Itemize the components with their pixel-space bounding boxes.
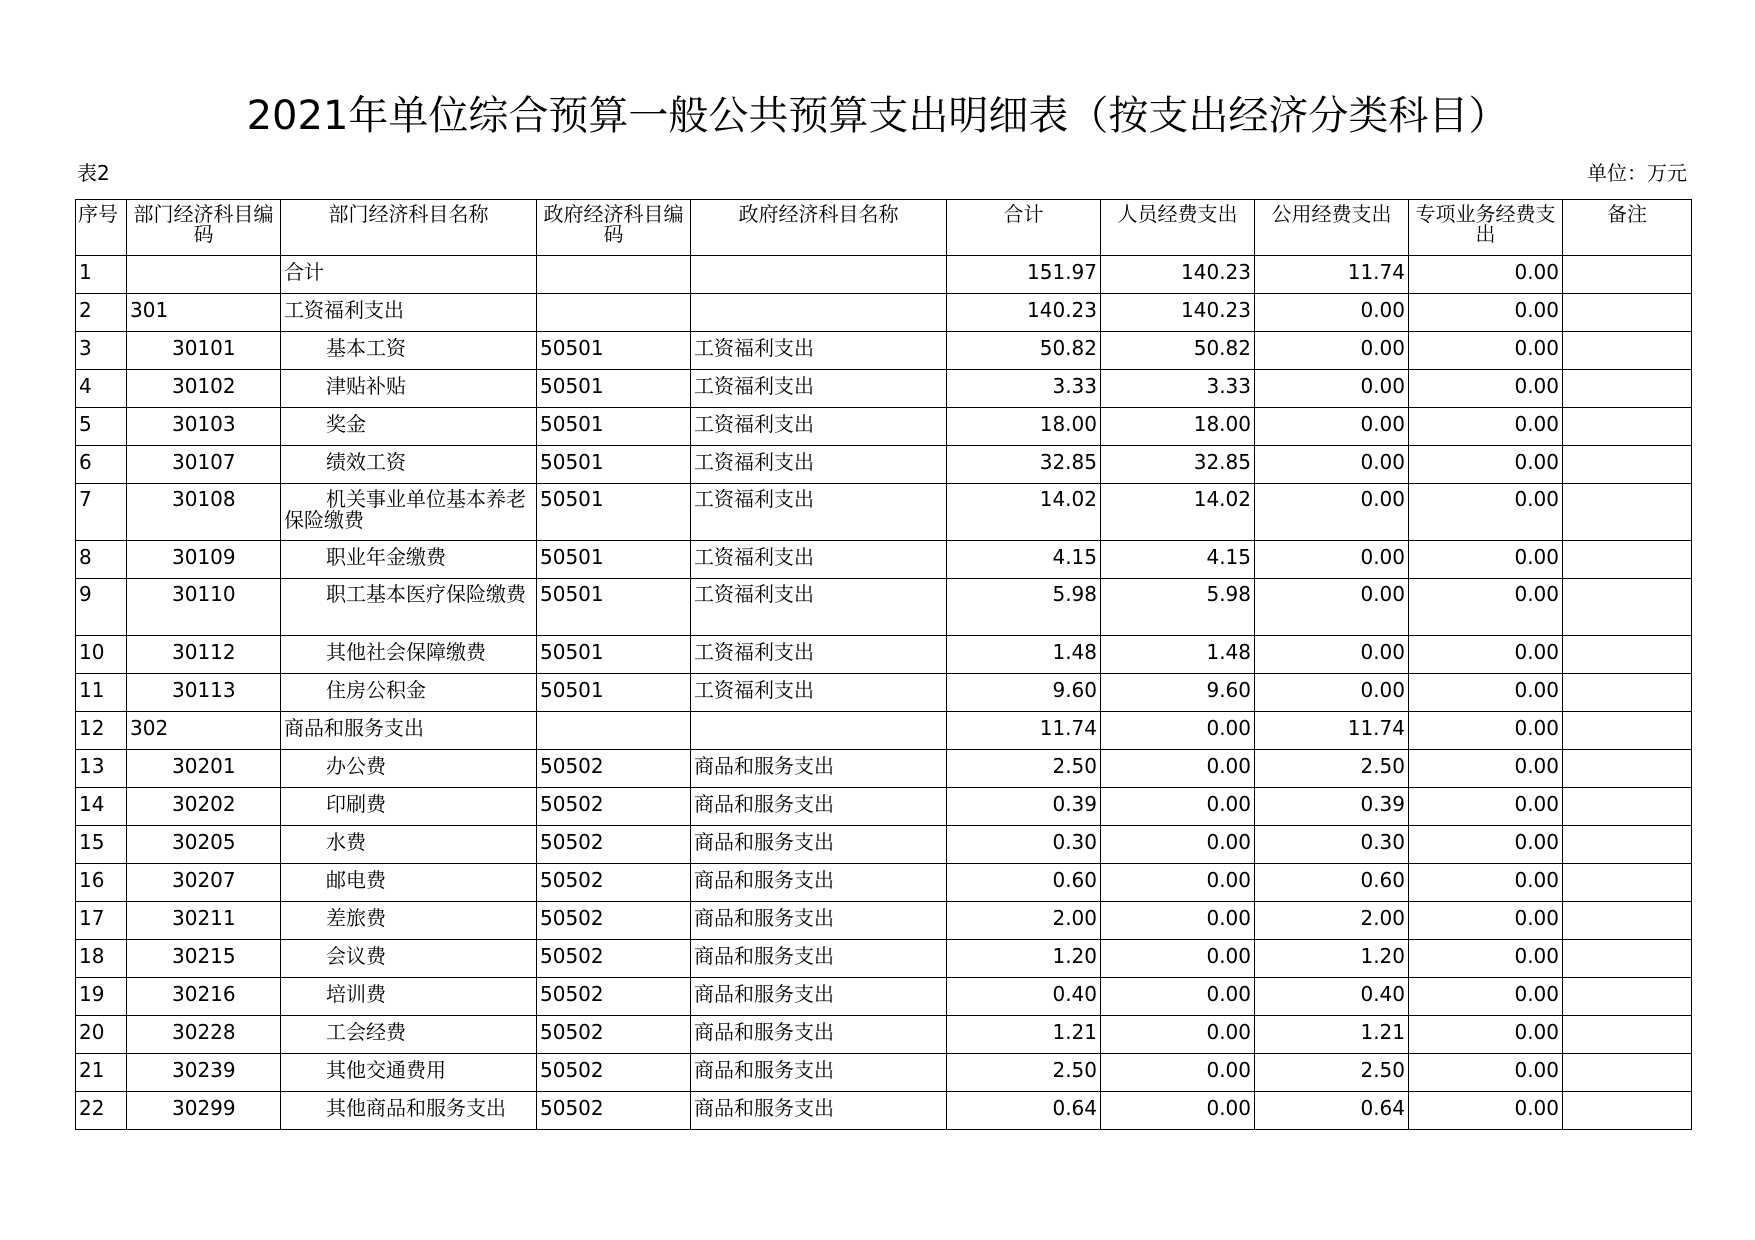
cell-total: 151.97 <box>947 256 1101 294</box>
table-row <box>76 674 1692 712</box>
cell-dept-code <box>127 256 281 294</box>
table-row <box>76 636 1692 674</box>
cell-special: 0.00 <box>1409 788 1563 826</box>
cell-special: 0.00 <box>1409 1092 1563 1130</box>
cell-dept-name: 津贴补贴 <box>281 370 537 408</box>
cell-special: 0.00 <box>1409 446 1563 484</box>
cell-dept-code: 30107 <box>127 446 281 484</box>
cell-remark <box>1563 788 1692 826</box>
cell-gov-name: 工资福利支出 <box>691 674 947 712</box>
cell-gov-code <box>537 256 691 294</box>
cell-gov-code: 50501 <box>537 541 691 579</box>
table-row <box>76 864 1692 902</box>
cell-public: 11.74 <box>1255 712 1409 750</box>
cell-total: 2.50 <box>947 1054 1101 1092</box>
cell-public: 2.50 <box>1255 750 1409 788</box>
cell-remark <box>1563 1092 1692 1130</box>
col-header-gov-code: 政府经济科目编码 <box>537 200 691 256</box>
cell-dept-code: 30228 <box>127 1016 281 1054</box>
cell-dept-code: 30102 <box>127 370 281 408</box>
cell-remark <box>1563 256 1692 294</box>
cell-special: 0.00 <box>1409 826 1563 864</box>
cell-gov-name: 商品和服务支出 <box>691 1016 947 1054</box>
cell-special: 0.00 <box>1409 370 1563 408</box>
table-row <box>76 294 1692 332</box>
cell-dept-code: 30215 <box>127 940 281 978</box>
cell-dept-name: 工资福利支出 <box>281 294 537 332</box>
table-row <box>76 788 1692 826</box>
col-header-personnel: 人员经费支出 <box>1101 200 1255 256</box>
cell-dept-name: 机关事业单位基本养老保险缴费 <box>281 484 537 541</box>
cell-total: 0.30 <box>947 826 1101 864</box>
cell-seq: 6 <box>76 446 127 484</box>
cell-dept-name: 合计 <box>281 256 537 294</box>
table-row <box>76 1092 1692 1130</box>
cell-public: 0.00 <box>1255 294 1409 332</box>
cell-gov-name: 商品和服务支出 <box>691 864 947 902</box>
cell-seq: 8 <box>76 541 127 579</box>
cell-gov-name: 工资福利支出 <box>691 332 947 370</box>
cell-public: 0.00 <box>1255 484 1409 541</box>
cell-total: 1.20 <box>947 940 1101 978</box>
cell-total: 140.23 <box>947 294 1101 332</box>
cell-gov-code: 50502 <box>537 826 691 864</box>
cell-total: 11.74 <box>947 712 1101 750</box>
cell-gov-code: 50502 <box>537 940 691 978</box>
cell-dept-name: 住房公积金 <box>281 674 537 712</box>
cell-dept-name: 培训费 <box>281 978 537 1016</box>
cell-special: 0.00 <box>1409 636 1563 674</box>
cell-public: 1.20 <box>1255 940 1409 978</box>
cell-gov-name <box>691 294 947 332</box>
cell-seq: 10 <box>76 636 127 674</box>
cell-special: 0.00 <box>1409 541 1563 579</box>
cell-remark <box>1563 712 1692 750</box>
cell-gov-code: 50502 <box>537 864 691 902</box>
cell-dept-code: 30103 <box>127 408 281 446</box>
table-header-row <box>76 200 1692 256</box>
table-body <box>76 256 1692 1130</box>
table-row <box>76 750 1692 788</box>
col-header-total: 合计 <box>947 200 1101 256</box>
cell-seq: 7 <box>76 484 127 541</box>
cell-dept-name: 其他交通费用 <box>281 1054 537 1092</box>
cell-special: 0.00 <box>1409 750 1563 788</box>
cell-personnel: 50.82 <box>1101 332 1255 370</box>
cell-dept-name: 工会经费 <box>281 1016 537 1054</box>
cell-seq: 17 <box>76 902 127 940</box>
cell-total: 9.60 <box>947 674 1101 712</box>
cell-dept-name: 其他社会保障缴费 <box>281 636 537 674</box>
col-header-dept-code: 部门经济科目编码 <box>127 200 281 256</box>
cell-personnel: 4.15 <box>1101 541 1255 579</box>
table-row <box>76 902 1692 940</box>
cell-personnel: 0.00 <box>1101 902 1255 940</box>
cell-total: 0.39 <box>947 788 1101 826</box>
cell-gov-code: 50502 <box>537 978 691 1016</box>
cell-gov-code: 50501 <box>537 446 691 484</box>
table-row <box>76 446 1692 484</box>
cell-seq: 4 <box>76 370 127 408</box>
cell-dept-code: 30113 <box>127 674 281 712</box>
cell-personnel: 0.00 <box>1101 940 1255 978</box>
cell-gov-code: 50501 <box>537 370 691 408</box>
cell-special: 0.00 <box>1409 1016 1563 1054</box>
cell-public: 0.60 <box>1255 864 1409 902</box>
cell-gov-code: 50502 <box>537 1016 691 1054</box>
cell-personnel: 5.98 <box>1101 579 1255 636</box>
table-code-label: 表2 <box>77 161 110 185</box>
cell-seq: 14 <box>76 788 127 826</box>
cell-seq: 2 <box>76 294 127 332</box>
col-header-remark: 备注 <box>1563 200 1692 256</box>
cell-gov-name: 工资福利支出 <box>691 370 947 408</box>
cell-seq: 12 <box>76 712 127 750</box>
cell-special: 0.00 <box>1409 864 1563 902</box>
cell-gov-name: 商品和服务支出 <box>691 1054 947 1092</box>
cell-remark <box>1563 579 1692 636</box>
cell-personnel: 0.00 <box>1101 712 1255 750</box>
cell-total: 1.21 <box>947 1016 1101 1054</box>
cell-personnel: 0.00 <box>1101 788 1255 826</box>
cell-seq: 21 <box>76 1054 127 1092</box>
cell-remark <box>1563 750 1692 788</box>
cell-public: 2.00 <box>1255 902 1409 940</box>
cell-dept-code: 30101 <box>127 332 281 370</box>
cell-seq: 20 <box>76 1016 127 1054</box>
cell-gov-name: 工资福利支出 <box>691 541 947 579</box>
cell-public: 0.00 <box>1255 332 1409 370</box>
cell-total: 0.64 <box>947 1092 1101 1130</box>
cell-dept-name: 商品和服务支出 <box>281 712 537 750</box>
cell-personnel: 1.48 <box>1101 636 1255 674</box>
cell-public: 2.50 <box>1255 1054 1409 1092</box>
cell-special: 0.00 <box>1409 256 1563 294</box>
cell-public: 0.00 <box>1255 446 1409 484</box>
cell-special: 0.00 <box>1409 1054 1563 1092</box>
cell-personnel: 140.23 <box>1101 294 1255 332</box>
cell-dept-name: 其他商品和服务支出 <box>281 1092 537 1130</box>
cell-gov-name: 工资福利支出 <box>691 579 947 636</box>
page-title: 2021年单位综合预算一般公共预算支出明细表（按支出经济分类科目） <box>246 93 1509 139</box>
cell-remark <box>1563 1016 1692 1054</box>
cell-public: 1.21 <box>1255 1016 1409 1054</box>
cell-seq: 18 <box>76 940 127 978</box>
cell-total: 32.85 <box>947 446 1101 484</box>
cell-personnel: 0.00 <box>1101 750 1255 788</box>
cell-special: 0.00 <box>1409 332 1563 370</box>
cell-dept-name: 邮电费 <box>281 864 537 902</box>
cell-gov-code: 50501 <box>537 408 691 446</box>
cell-seq: 19 <box>76 978 127 1016</box>
cell-gov-name: 商品和服务支出 <box>691 826 947 864</box>
cell-dept-code: 30205 <box>127 826 281 864</box>
cell-gov-name <box>691 256 947 294</box>
cell-dept-code: 30202 <box>127 788 281 826</box>
cell-seq: 5 <box>76 408 127 446</box>
cell-special: 0.00 <box>1409 408 1563 446</box>
cell-gov-code <box>537 294 691 332</box>
cell-special: 0.00 <box>1409 902 1563 940</box>
cell-gov-code: 50501 <box>537 636 691 674</box>
cell-personnel: 32.85 <box>1101 446 1255 484</box>
col-header-seq: 序号 <box>76 200 127 256</box>
cell-remark <box>1563 484 1692 541</box>
table-row <box>76 370 1692 408</box>
cell-total: 0.60 <box>947 864 1101 902</box>
cell-dept-code: 301 <box>127 294 281 332</box>
cell-dept-code: 30207 <box>127 864 281 902</box>
cell-dept-name: 办公费 <box>281 750 537 788</box>
cell-total: 2.00 <box>947 902 1101 940</box>
cell-total: 2.50 <box>947 750 1101 788</box>
col-header-special: 专项业务经费支出 <box>1409 200 1563 256</box>
cell-special: 0.00 <box>1409 940 1563 978</box>
cell-dept-code: 30239 <box>127 1054 281 1092</box>
cell-remark <box>1563 446 1692 484</box>
cell-public: 0.00 <box>1255 370 1409 408</box>
cell-dept-code: 30108 <box>127 484 281 541</box>
cell-personnel: 0.00 <box>1101 826 1255 864</box>
cell-remark <box>1563 408 1692 446</box>
cell-public: 0.00 <box>1255 408 1409 446</box>
cell-seq: 22 <box>76 1092 127 1130</box>
table-row <box>76 712 1692 750</box>
cell-gov-code: 50502 <box>537 750 691 788</box>
cell-seq: 3 <box>76 332 127 370</box>
cell-gov-code: 50501 <box>537 674 691 712</box>
table-row <box>76 1016 1692 1054</box>
cell-dept-code: 30110 <box>127 579 281 636</box>
cell-total: 3.33 <box>947 370 1101 408</box>
table-row <box>76 256 1692 294</box>
cell-public: 0.39 <box>1255 788 1409 826</box>
cell-seq: 11 <box>76 674 127 712</box>
table-row <box>76 484 1692 541</box>
cell-public: 0.00 <box>1255 579 1409 636</box>
cell-dept-code: 30216 <box>127 978 281 1016</box>
cell-personnel: 0.00 <box>1101 1092 1255 1130</box>
cell-total: 5.98 <box>947 579 1101 636</box>
cell-remark <box>1563 332 1692 370</box>
table-row <box>76 408 1692 446</box>
cell-gov-code: 50501 <box>537 332 691 370</box>
cell-gov-name: 商品和服务支出 <box>691 788 947 826</box>
cell-gov-name <box>691 712 947 750</box>
cell-seq: 16 <box>76 864 127 902</box>
table-row <box>76 332 1692 370</box>
cell-public: 0.00 <box>1255 636 1409 674</box>
cell-special: 0.00 <box>1409 978 1563 1016</box>
cell-dept-name: 职工基本医疗保险缴费 <box>281 579 537 636</box>
cell-total: 1.48 <box>947 636 1101 674</box>
cell-special: 0.00 <box>1409 712 1563 750</box>
cell-remark <box>1563 294 1692 332</box>
cell-gov-name: 商品和服务支出 <box>691 978 947 1016</box>
cell-dept-name: 差旅费 <box>281 902 537 940</box>
cell-gov-code: 50501 <box>537 484 691 541</box>
cell-dept-name: 会议费 <box>281 940 537 978</box>
cell-personnel: 18.00 <box>1101 408 1255 446</box>
cell-personnel: 0.00 <box>1101 1054 1255 1092</box>
cell-total: 50.82 <box>947 332 1101 370</box>
cell-personnel: 9.60 <box>1101 674 1255 712</box>
cell-public: 0.00 <box>1255 674 1409 712</box>
cell-remark <box>1563 1054 1692 1092</box>
cell-dept-code: 30112 <box>127 636 281 674</box>
cell-personnel: 0.00 <box>1101 864 1255 902</box>
cell-personnel: 3.33 <box>1101 370 1255 408</box>
cell-personnel: 140.23 <box>1101 256 1255 294</box>
unit-label: 单位：万元 <box>1587 161 1687 185</box>
cell-gov-name: 工资福利支出 <box>691 636 947 674</box>
cell-gov-name: 商品和服务支出 <box>691 1092 947 1130</box>
cell-gov-code: 50501 <box>537 579 691 636</box>
cell-dept-code: 30211 <box>127 902 281 940</box>
table-row <box>76 541 1692 579</box>
cell-dept-name: 绩效工资 <box>281 446 537 484</box>
cell-public: 0.00 <box>1255 541 1409 579</box>
cell-dept-code: 30109 <box>127 541 281 579</box>
cell-total: 18.00 <box>947 408 1101 446</box>
cell-dept-name: 印刷费 <box>281 788 537 826</box>
col-header-public: 公用经费支出 <box>1255 200 1409 256</box>
cell-dept-code: 30201 <box>127 750 281 788</box>
cell-remark <box>1563 826 1692 864</box>
cell-remark <box>1563 940 1692 978</box>
cell-total: 0.40 <box>947 978 1101 1016</box>
cell-gov-code: 50502 <box>537 902 691 940</box>
cell-remark <box>1563 864 1692 902</box>
table-row <box>76 940 1692 978</box>
cell-gov-code: 50502 <box>537 1092 691 1130</box>
cell-total: 4.15 <box>947 541 1101 579</box>
cell-personnel: 0.00 <box>1101 978 1255 1016</box>
cell-dept-code: 30299 <box>127 1092 281 1130</box>
cell-public: 0.40 <box>1255 978 1409 1016</box>
cell-seq: 1 <box>76 256 127 294</box>
cell-total: 14.02 <box>947 484 1101 541</box>
cell-gov-name: 商品和服务支出 <box>691 902 947 940</box>
cell-public: 0.30 <box>1255 826 1409 864</box>
cell-remark <box>1563 978 1692 1016</box>
cell-dept-name: 基本工资 <box>281 332 537 370</box>
cell-gov-name: 工资福利支出 <box>691 446 947 484</box>
cell-personnel: 0.00 <box>1101 1016 1255 1054</box>
cell-gov-name: 商品和服务支出 <box>691 940 947 978</box>
cell-public: 0.64 <box>1255 1092 1409 1130</box>
table-row <box>76 1054 1692 1092</box>
cell-public: 11.74 <box>1255 256 1409 294</box>
cell-special: 0.00 <box>1409 579 1563 636</box>
cell-remark <box>1563 541 1692 579</box>
cell-seq: 13 <box>76 750 127 788</box>
cell-remark <box>1563 674 1692 712</box>
cell-gov-name: 工资福利支出 <box>691 484 947 541</box>
cell-remark <box>1563 636 1692 674</box>
cell-gov-name: 商品和服务支出 <box>691 750 947 788</box>
cell-dept-name: 奖金 <box>281 408 537 446</box>
cell-special: 0.00 <box>1409 484 1563 541</box>
budget-detail-table <box>75 199 1692 1130</box>
cell-seq: 15 <box>76 826 127 864</box>
cell-remark <box>1563 370 1692 408</box>
cell-gov-code <box>537 712 691 750</box>
table-row <box>76 826 1692 864</box>
cell-special: 0.00 <box>1409 294 1563 332</box>
col-header-dept-name: 部门经济科目名称 <box>281 200 537 256</box>
cell-seq: 9 <box>76 579 127 636</box>
cell-gov-name: 工资福利支出 <box>691 408 947 446</box>
cell-remark <box>1563 902 1692 940</box>
table-row <box>76 978 1692 1016</box>
cell-gov-code: 50502 <box>537 788 691 826</box>
cell-gov-code: 50502 <box>537 1054 691 1092</box>
table-row <box>76 579 1692 636</box>
cell-dept-code: 302 <box>127 712 281 750</box>
col-header-gov-name: 政府经济科目名称 <box>691 200 947 256</box>
cell-special: 0.00 <box>1409 674 1563 712</box>
cell-personnel: 14.02 <box>1101 484 1255 541</box>
cell-dept-name: 职业年金缴费 <box>281 541 537 579</box>
cell-dept-name: 水费 <box>281 826 537 864</box>
